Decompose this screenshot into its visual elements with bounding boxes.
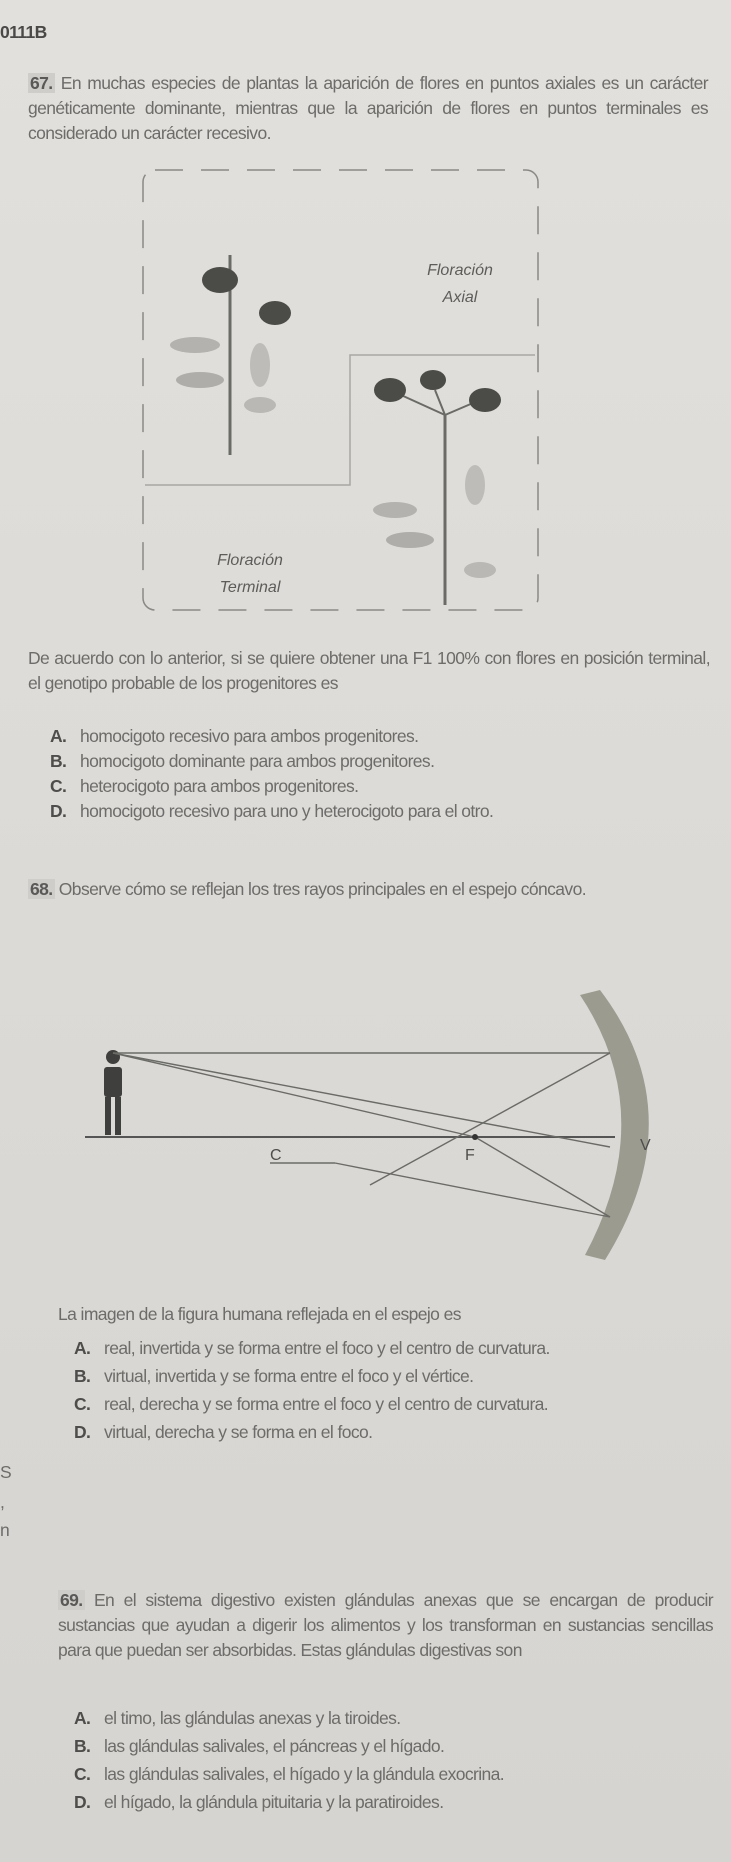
q67-options [50, 724, 720, 824]
q67-option-c[interactable] [50, 774, 720, 799]
option-text: homocigoto recesivo para uno y heterocigoto para el otro. [80, 801, 494, 821]
label-terminal-1: Floración [217, 552, 283, 569]
option-text: el timo, las glándulas anexas y la tiroides. [104, 1708, 401, 1728]
label-axial-2: Axial [442, 289, 478, 306]
option-text: las glándulas salivales, el hígado y la glándula exocrina. [104, 1764, 505, 1784]
option-letter: D. [74, 1422, 91, 1442]
label-f: F [465, 1147, 475, 1164]
axial-plant-icon [170, 255, 291, 455]
terminal-plant-icon [373, 370, 501, 605]
concave-mirror-diagram [80, 975, 680, 1265]
option-letter: A. [74, 1708, 91, 1728]
light-rays [113, 1053, 610, 1217]
option-text: real, derecha y se forma entre el foco y el centro de curvatura. [104, 1394, 549, 1414]
q67-number: 67. [30, 73, 53, 93]
q68-option-c[interactable] [74, 1392, 694, 1417]
q69-option-b[interactable] [74, 1734, 719, 1759]
q68-stem [28, 877, 710, 902]
option-letter: A. [50, 726, 67, 746]
q67-option-a[interactable] [50, 724, 720, 749]
label-v: V [640, 1137, 651, 1154]
margin-mark: S [0, 1462, 12, 1482]
q68-option-a[interactable] [74, 1336, 694, 1361]
label-c: C [270, 1147, 282, 1164]
focus-point [472, 1134, 478, 1140]
option-text: virtual, derecha y se forma en el foco. [104, 1422, 373, 1442]
flowering-diagram [135, 165, 545, 615]
option-text: el hígado, la glándula pituitaria y la paratiroides. [104, 1792, 444, 1812]
label-terminal-2: Terminal [219, 579, 281, 596]
q68-option-d[interactable] [74, 1420, 694, 1445]
option-text: virtual, invertida y se forma entre el foco y el vértice. [104, 1366, 474, 1386]
option-letter: B. [74, 1736, 91, 1756]
q68-question: La imagen de la figura humana reflejada en el espejo es [58, 1304, 461, 1324]
option-text: las glándulas salivales, el páncreas y el hígado. [104, 1736, 445, 1756]
exam-code: 0111B [0, 22, 47, 42]
option-letter: C. [74, 1394, 91, 1414]
q69-option-a[interactable] [74, 1706, 719, 1731]
option-letter: C. [74, 1764, 91, 1784]
q69-option-c[interactable] [74, 1762, 719, 1787]
option-letter: A. [74, 1338, 91, 1358]
human-figure-icon [104, 1050, 122, 1135]
q68-options [74, 1336, 694, 1445]
q67-stem [28, 71, 708, 146]
option-letter: B. [74, 1366, 91, 1386]
q68-stem-text: Observe cómo se reflejan los tres rayos principales en el espejo cóncavo. [58, 879, 586, 899]
margin-mark: , [0, 1492, 5, 1512]
q69-number: 69. [60, 1590, 83, 1610]
q69-options [74, 1706, 719, 1815]
q69-option-d[interactable] [74, 1790, 719, 1815]
q68-number: 68. [30, 879, 53, 899]
q68-option-b[interactable] [74, 1364, 694, 1389]
option-text: homocigoto dominante para ambos progenitores. [80, 751, 435, 771]
option-text: heterocigoto para ambos progenitores. [80, 776, 359, 796]
q67-option-b[interactable] [50, 749, 720, 774]
q67-option-d[interactable] [50, 799, 720, 824]
option-letter: D. [50, 801, 67, 821]
q69-stem-text: En el sistema digestivo existen glándulas anexas que se encargan de producir sustancias que ayudan a digerir los alimentos y los transforman en sustancias sencillas para que puedan ser absorbidas. Estas glándulas digestivas son [58, 1590, 714, 1660]
concave-mirror [580, 990, 649, 1260]
option-text: homocigoto recesivo para ambos progenitores. [80, 726, 419, 746]
option-letter: D. [74, 1792, 91, 1812]
option-letter: B. [50, 751, 67, 771]
q69-stem [58, 1588, 713, 1663]
margin-mark: n [0, 1520, 10, 1540]
q67-stem-text: En muchas especies de plantas la aparición de flores en puntos axiales es un carácter genéticamente dominante, mientras que la aparición de flores en puntos terminales es considerado un carácter recesivo. [28, 73, 708, 143]
label-axial-1: Floración [427, 262, 493, 279]
option-text: real, invertida y se forma entre el foco y el centro de curvatura. [104, 1338, 550, 1358]
option-letter: C. [50, 776, 67, 796]
q67-question: De acuerdo con lo anterior, si se quiere obtener una F1 100% con flores en posición terminal, el genotipo probable de los progenitores es [28, 648, 710, 693]
